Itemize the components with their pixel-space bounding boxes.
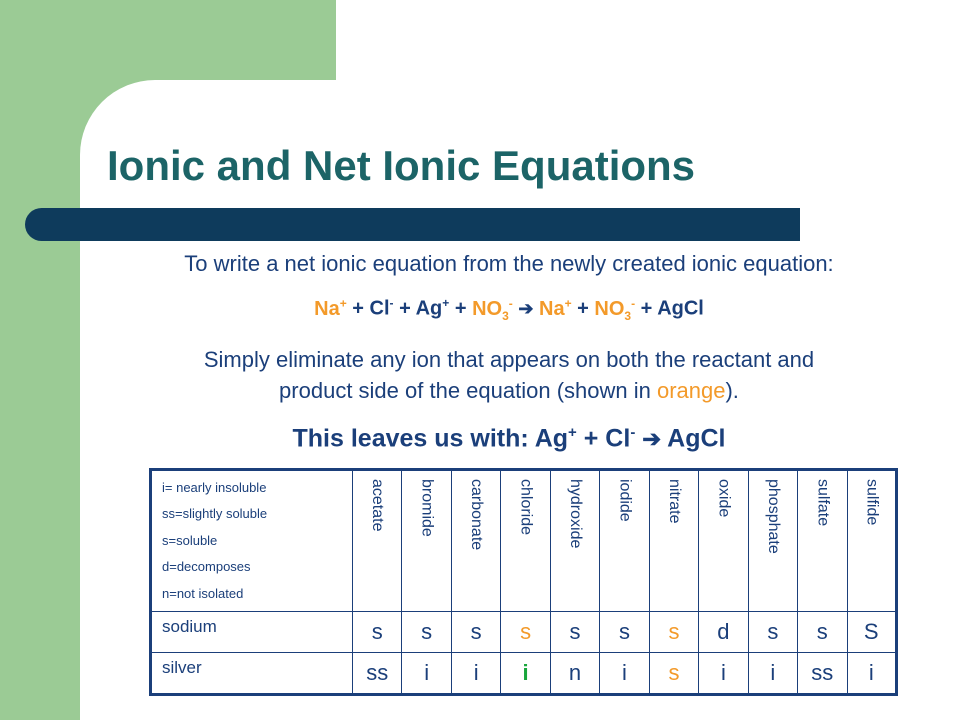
anion-header: phosphate: [748, 470, 797, 612]
instruction-text: Simply eliminate any ion that appears on both the reactant and product side of the equation (shown in orange).: [203, 347, 815, 403]
solubility-value: s: [748, 612, 797, 653]
solubility-value: i: [402, 653, 451, 695]
solubility-value: S: [847, 612, 896, 653]
intro-text: To write a net ionic equation from the newly created ionic equation:: [184, 251, 834, 276]
anion-header: oxide: [699, 470, 748, 612]
solubility-value: s: [353, 612, 402, 653]
legend-item: i= nearly insoluble: [162, 479, 267, 495]
solubility-value: s: [798, 612, 847, 653]
solubility-value: d: [699, 612, 748, 653]
solubility-value: i: [699, 653, 748, 695]
table-header-row: [151, 470, 897, 612]
cation-label: silver: [151, 653, 353, 695]
solubility-value: n: [550, 653, 599, 695]
anion-header: acetate: [353, 470, 402, 612]
solubility-value: i: [451, 653, 500, 695]
solubility-value: s: [649, 612, 698, 653]
legend-item: d=decomposes: [162, 559, 251, 575]
arrow-icon: ➔: [642, 426, 662, 452]
solubility-table: [149, 468, 898, 696]
ionic-equation: $Na^+ + Cl^- + Ag^+ + NO_3^-$ ➔ $Na^+ + NO_3^-$ + AgCl: [314, 296, 704, 323]
legend-item: s=soluble: [162, 532, 218, 548]
solubility-value: ss: [353, 653, 402, 695]
solubility-value: s: [451, 612, 500, 653]
table-row: [151, 653, 897, 695]
legend-item: ss=slightly soluble: [162, 506, 268, 522]
solubility-value: i: [501, 653, 550, 695]
anion-header: nitrate: [649, 470, 698, 612]
solubility-value: s: [402, 612, 451, 653]
solubility-value: s: [600, 612, 649, 653]
arrow-icon: ➔: [518, 298, 534, 319]
cation-label: sodium: [151, 612, 353, 653]
legend-item: n=not isolated: [162, 585, 244, 601]
table-row: [151, 612, 897, 653]
anion-header: sulfate: [798, 470, 847, 612]
anion-header: chloride: [501, 470, 550, 612]
solubility-value: i: [847, 653, 896, 695]
solubility-value: s: [649, 653, 698, 695]
solubility-value: i: [600, 653, 649, 695]
legend-cell: [151, 470, 353, 612]
anion-header: bromide: [402, 470, 451, 612]
solubility-value: ss: [798, 653, 847, 695]
anion-header: carbonate: [451, 470, 500, 612]
net-ionic-result: This leaves us with: Ag+ + Cl- ➔ AgCl: [292, 424, 726, 453]
title-underline-bar: [25, 208, 800, 241]
slide-title: Ionic and Net Ionic Equations: [107, 142, 696, 189]
solubility-value: s: [550, 612, 599, 653]
solubility-value: s: [501, 612, 550, 653]
solubility-value: i: [748, 653, 797, 695]
anion-header: iodide: [600, 470, 649, 612]
anion-header: sulfide: [847, 470, 896, 612]
anion-header: hydroxide: [550, 470, 599, 612]
